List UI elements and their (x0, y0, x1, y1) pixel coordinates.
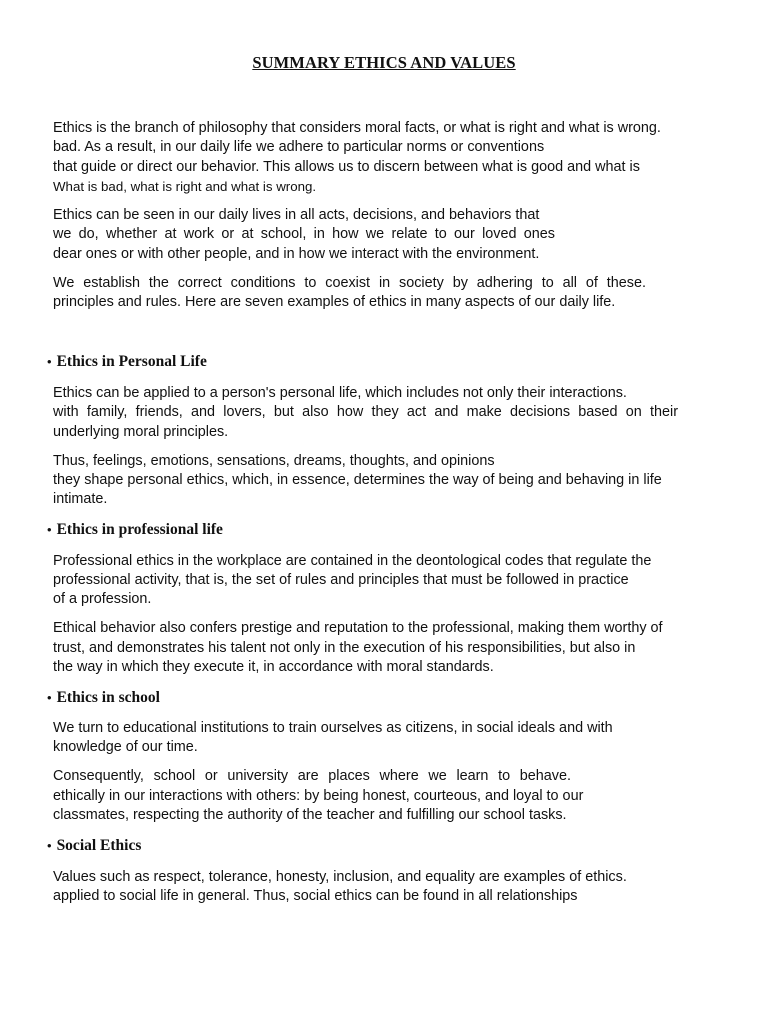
section-heading-professional-life (47, 520, 223, 540)
text-line: Ethics can be seen in our daily lives in all acts, decisions, and behaviors that (53, 207, 540, 223)
text-line: bad. As a result, in our daily life we adhere to particular norms or conventions (53, 139, 545, 155)
text-line: underlying moral principles. (53, 424, 229, 440)
text-line: Thus, feelings, emotions, sensations, dreams, thoughts, and opinions (53, 453, 495, 469)
text-line: intimate. (53, 491, 108, 507)
text-line: What is bad, what is right and what is wrong. (53, 179, 317, 194)
section-heading-social-ethics (47, 836, 141, 856)
text-line: knowledge of our time. (53, 739, 198, 755)
text-line: trust, and demonstrates his talent not only in the execution of his responsibilities, but also in (53, 640, 636, 656)
section-heading-text: Ethics in professional life (56, 521, 223, 538)
text-line: we do, whether at work or at school, in how we relate to our loved ones (53, 226, 555, 242)
section-heading-text: Ethics in Personal Life (56, 353, 207, 370)
text-line: dear ones or with other people, and in how we interact with the environment. (53, 246, 540, 262)
text-line: applied to social life in general. Thus, social ethics can be found in all relationships (53, 888, 578, 904)
section-heading-text: Social Ethics (56, 837, 142, 854)
bullet-icon: • (47, 354, 52, 369)
text-line: with family, friends, and lovers, but also how they act and make decisions based on their (53, 404, 678, 420)
section-heading-text: Ethics in school (56, 689, 160, 706)
text-line: that guide or direct our behavior. This allows us to discern between what is good and what is (53, 159, 640, 175)
text-line: classmates, respecting the authority of the teacher and fulfilling our school tasks. (53, 807, 567, 823)
text-line: Values such as respect, tolerance, honesty, inclusion, and equality are examples of ethics. (53, 869, 627, 885)
text-line: Ethics is the branch of philosophy that considers moral facts, or what is right and what is wrong. (53, 120, 661, 136)
text-line: Ethical behavior also confers prestige and reputation to the professional, making them worthy of (53, 620, 663, 636)
text-line: Professional ethics in the workplace are contained in the deontological codes that regulate the (53, 553, 652, 569)
bullet-icon: • (47, 838, 52, 853)
text-line: they shape personal ethics, which, in essence, determines the way of being and behaving in life (53, 472, 662, 488)
text-line: Consequently, school or university are places where we learn to behave. (53, 768, 571, 784)
text-line: the way in which they execute it, in accordance with moral standards. (53, 659, 494, 675)
bullet-icon: • (47, 522, 52, 537)
bullet-icon: • (47, 690, 52, 705)
document-title: SUMMARY ETHICS AND VALUES (252, 53, 516, 72)
text-line: We establish the correct conditions to coexist in society by adhering to all of these. (53, 275, 646, 291)
section-heading-personal-life (47, 352, 207, 372)
text-line: professional activity, that is, the set of rules and principles that must be followed in practice (53, 572, 629, 588)
text-line: principles and rules. Here are seven examples of ethics in many aspects of our daily life. (53, 294, 616, 310)
text-line: of a profession. (53, 591, 152, 607)
section-heading-school (47, 688, 160, 708)
text-line: ethically in our interactions with others: by being honest, courteous, and loyal to our (53, 788, 584, 804)
text-line: Ethics can be applied to a person's personal life, which includes not only their interactions. (53, 385, 627, 401)
text-line: We turn to educational institutions to train ourselves as citizens, in social ideals and with (53, 720, 613, 736)
